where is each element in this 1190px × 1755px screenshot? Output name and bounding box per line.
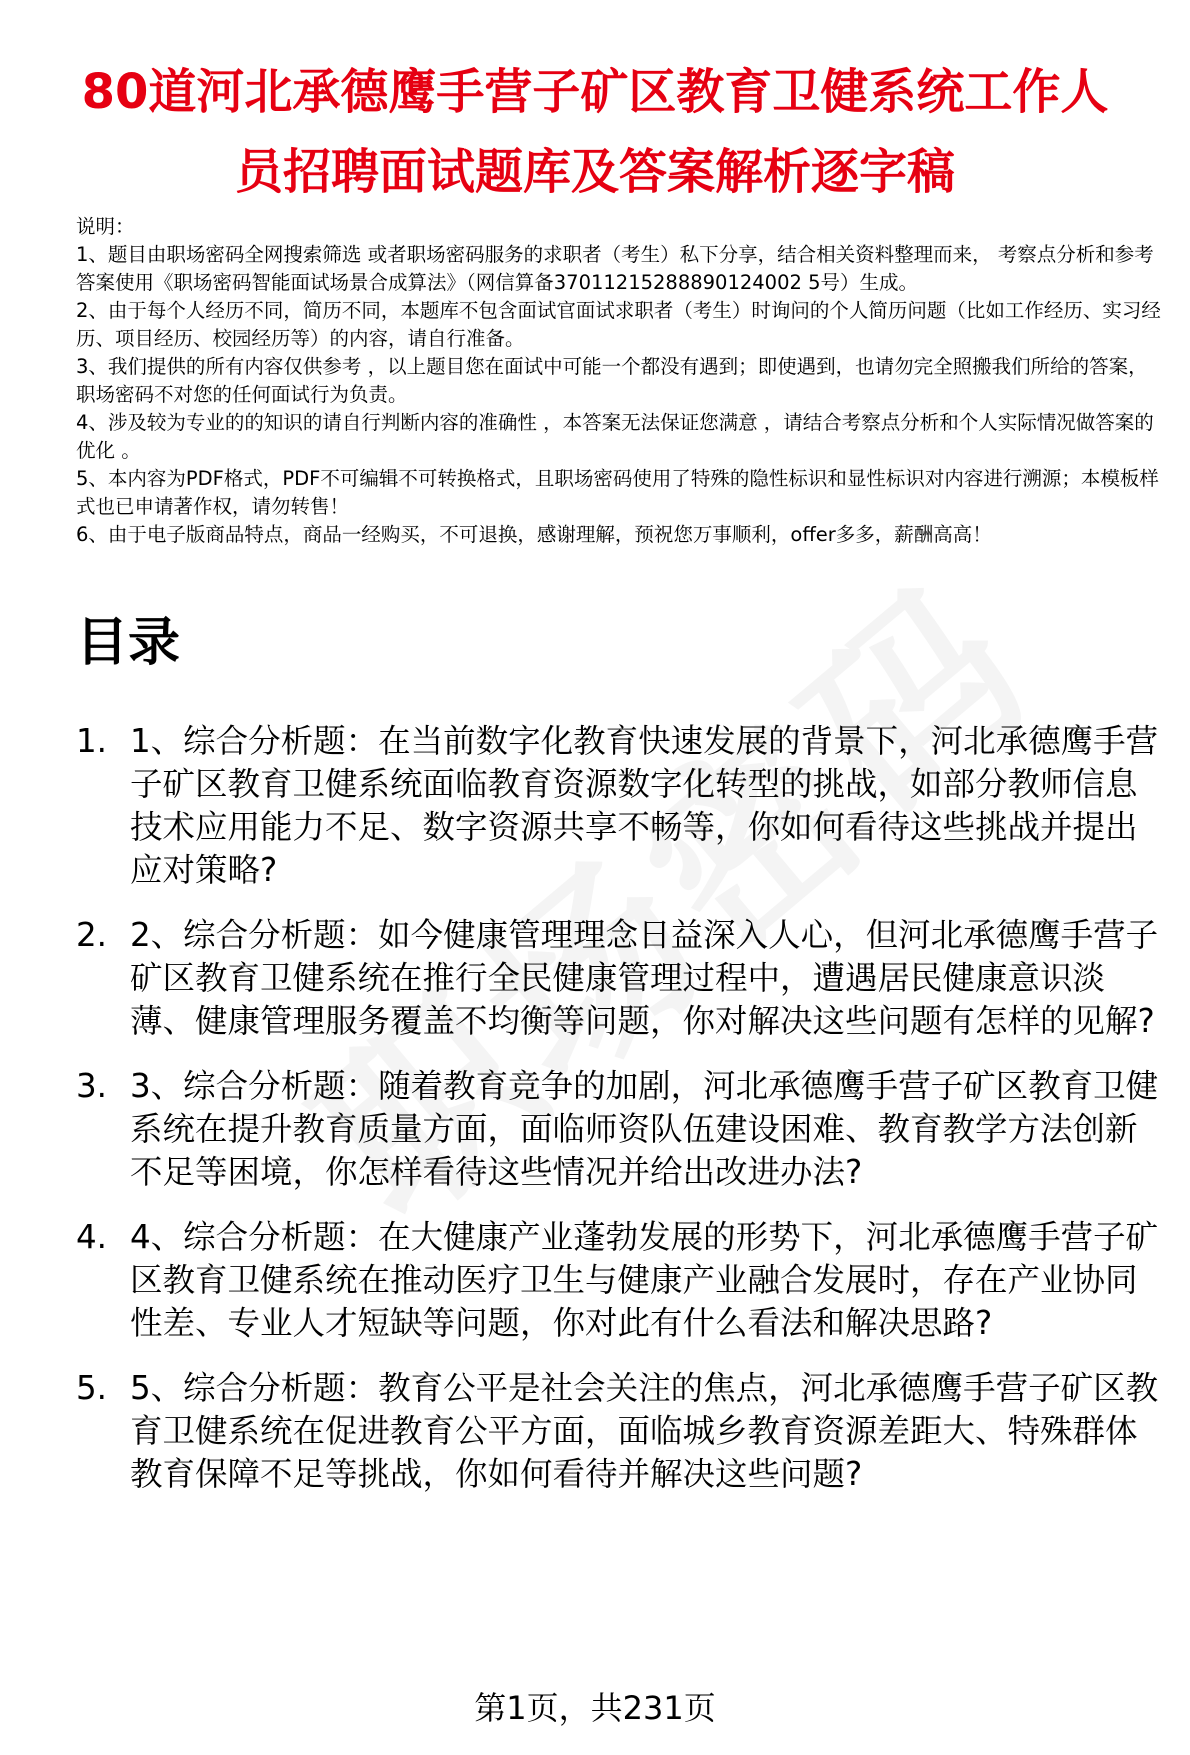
- notes-section: [76, 213, 1161, 549]
- toc-item-text[interactable]: 2、综合分析题：如今健康管理理念日益深入人心，但河北承德鹰手营子矿区教育卫健系统在推行全民健康管理过程中，遭遇居民健康意识淡薄、健康管理服务覆盖不均衡等问题，你对解决这些问题有怎样的见解?: [130, 916, 1159, 1040]
- toc-heading: 目录: [76, 613, 181, 673]
- toc-item-number: 2.: [76, 916, 108, 954]
- toc-item-number: 3.: [76, 1067, 108, 1105]
- note-item: 2、由于每个人经历不同，简历不同，本题库不包含面试官面试求职者（考生）时询问的个人简历问题（比如工作经历、实习经历、项目经历、校园经历等）的内容，请自行准备。: [76, 299, 1161, 350]
- note-item: 5、本内容为PDF格式，PDF不可编辑不可转换格式，且职场密码使用了特殊的隐性标识和显性标识对内容进行溯源；本模板样式也已申请著作权，请勿转售！: [76, 467, 1159, 518]
- toc-item[interactable]: [76, 914, 1168, 1043]
- notes-label: 说明：: [76, 215, 135, 238]
- toc-item[interactable]: [76, 720, 1168, 892]
- note-item: 6、由于电子版商品特点，商品一经购买，不可退换，感谢理解，预祝您万事顺利，offer多多，薪酬高高！: [76, 523, 992, 546]
- toc-item[interactable]: [76, 1367, 1168, 1496]
- toc-item[interactable]: [76, 1065, 1168, 1194]
- note-item: 4、涉及较为专业的的知识的请自行判断内容的准确性 ，本答案无法保证您满意 ，请结合考察点分析和个人实际情况做答案的优化 。: [76, 411, 1154, 462]
- toc-item-number: 4.: [76, 1218, 108, 1256]
- toc-item-text[interactable]: 5、综合分析题：教育公平是社会关注的焦点，河北承德鹰手营子矿区教育卫健系统在促进教育公平方面，面临城乡教育资源差距大、特殊群体教育保障不足等挑战，你如何看待并解决这些问题?: [130, 1369, 1159, 1493]
- toc-item-text[interactable]: 4、综合分析题：在大健康产业蓬勃发展的形势下，河北承德鹰手营子矿区教育卫健系统在推动医疗卫生与健康产业融合发展时，存在产业协同性差、专业人才短缺等问题，你对此有什么看法和解决思路?: [130, 1218, 1159, 1342]
- toc-item-text[interactable]: 3、综合分析题：随着教育竞争的加剧，河北承德鹰手营子矿区教育卫健系统在提升教育质量方面，面临师资队伍建设困难、教育教学方法创新不足等困境，你怎样看待这些情况并给出改进办法?: [130, 1067, 1159, 1191]
- toc-item[interactable]: [76, 1216, 1168, 1345]
- toc-item-number: 1.: [76, 722, 108, 760]
- toc-item-number: 5.: [76, 1369, 108, 1407]
- toc-list: [76, 720, 1168, 1518]
- note-item: 3、我们提供的所有内容仅供参考 ，以上题目您在面试中可能一个都没有遇到；即使遇到，也请勿完全照搬我们所给的答案，职场密码不对您的任何面试行为负责。: [76, 355, 1148, 406]
- document-title: 80道河北承德鹰手营子矿区教育卫健系统工作人员招聘面试题库及答案解析逐字稿: [81, 64, 1109, 200]
- note-item: 1、题目由职场密码全网搜索筛选 或者职场密码服务的求职者（考生）私下分享，结合相关资料整理而来， 考察点分析和参考答案使用《职场密码智能面试场景合成算法》（网信算备37011215288890124002 5号）生成。: [76, 243, 1154, 294]
- page-footer: 第1页，共231页: [474, 1689, 716, 1727]
- toc-item-text[interactable]: 1、综合分析题：在当前数字化教育快速发展的背景下，河北承德鹰手营子矿区教育卫健系统面临教育资源数字化转型的挑战，如部分教师信息技术应用能力不足、数字资源共享不畅等，你如何看待这些挑战并提出应对策略?: [130, 722, 1159, 889]
